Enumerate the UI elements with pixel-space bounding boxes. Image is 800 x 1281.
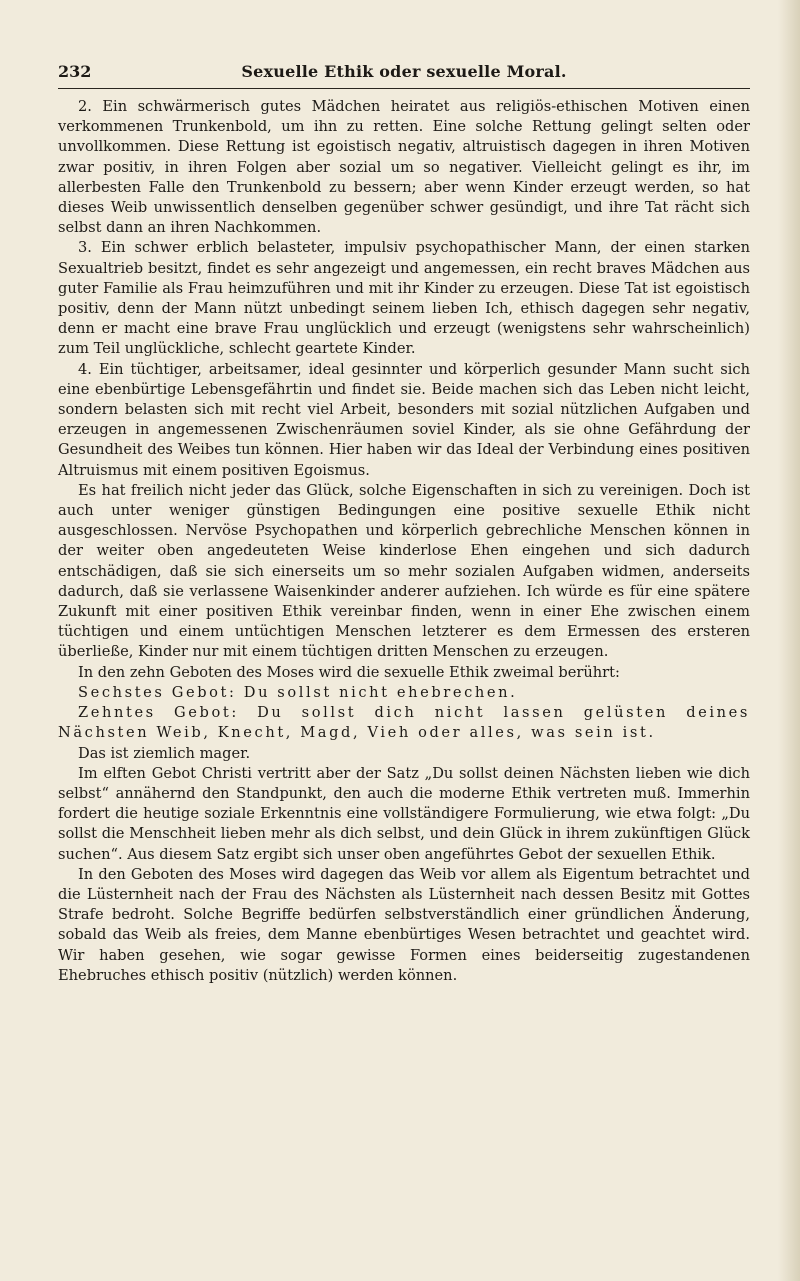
page-header <box>58 58 750 89</box>
book-page <box>58 58 750 1258</box>
paragraph-meager: Das ist ziemlich mager. <box>78 744 251 762</box>
tenth-commandment: Zehntes Gebot: Du sollst dich nicht lassen gelüsten deines Nächsten Weib, Knecht, Magd, Vieh oder alles, was sein ist. <box>58 704 750 742</box>
paragraph-moses-intro: In den zehn Geboten des Moses wird die sexuelle Ethik zweimal berührt: <box>78 663 620 681</box>
paragraph-example-4: 4. Ein tüchtiger, arbeitsamer, ideal gesinnter und körperlich gesunder Mann sucht sich eine ebenbürtige Lebensgefährtin und findet sie. Beide machen sich das Leben nicht leicht, sondern belasten sich mit recht viel Arbeit, besonders mit sozial nützlichen Aufgaben und erzeugen in angemessenen Zwischenräumen soviel Kinder, als sie ohne Gefährdung der Gesundheit des Weibes tun können. Hier haben wir das Ideal der Verbindung eines positiven Altruismus mit einem positiven Egoismus. <box>58 360 750 479</box>
page-body <box>58 97 750 986</box>
page-edge-shadow <box>778 0 800 1281</box>
paragraph-moses-property: In den Geboten des Moses wird dagegen das Weib vor allem als Eigentum betrachtet und die Lüsternheit nach der Frau des Nächsten als Lüsternheit nach dessen Besitz mit Gottes Strafe bedroht. Solche Begriffe bedürfen selbstverständlich einer gründlichen Änderung, sobald das Weib als freies, dem Manne ebenbürtiges Wesen betrachtet und geachtet wird. Wir haben gesehen, wie sogar gewisse Formen eines beiderseitig zugestandenen Ehebruches ethisch positiv (nützlich) werden können. <box>58 865 750 984</box>
paragraph-example-2: 2. Ein schwärmerisch gutes Mädchen heiratet aus religiös-ethischen Motiven einen verkommenen Trunkenbold, um ihn zu retten. Eine solche Rettung gelingt selten oder unvollkommen. Diese Rettung ist egoistisch negativ, altruistisch dagegen in ihren Motiven zwar positiv, in ihren Folgen aber sozial um so negativer. Vielleicht gelingt es ihr, im allerbesten Falle den Trunkenbold zu bessern; aber wenn Kinder erzeugt werden, so hat dieses Weib unwissentlich denselben gegenüber schwer gesündigt, und ihre Tat rächt sich selbst dann an ihren Nachkommen. <box>58 98 750 237</box>
paragraph-example-3: 3. Ein schwer erblich belasteter, impulsiv psychopathischer Mann, der einen starken Sexualtrieb besitzt, findet es sehr angezeigt und angemessen, ein recht braves Mädchen aus guter Familie als Frau heimzuführen und mit ihr Kinder zu erzeugen. Diese Tat ist egoistisch positiv, denn der Mann nützt unbedingt seinem lieben Ich, ethisch dagegen sehr negativ, denn er macht eine brave Frau unglücklich und erzeugt (wenigstens sehr wahrscheinlich) zum Teil unglückliche, schlecht geartete Kinder. <box>58 239 750 358</box>
running-title: Sexuelle Ethik oder sexuelle Moral. <box>241 62 567 81</box>
paragraph-luck: Es hat freilich nicht jeder das Glück, solche Eigenschaften in sich zu vereinigen. Doch ist auch unter weniger günstigen Bedingungen eine positive sexuelle Ethik nicht ausgeschlossen. Nervöse Psychopathen und körperlich gebrechliche Menschen können in der weiter oben angedeuteten Weise kinderlose Ehen eingehen und sich dadurch entschädigen, daß sie sich einerseits um so mehr sozialen Aufgaben widmen, anderseits dadurch, daß sie verlassene Waisenkinder anderer aufziehen. Ich würde es für eine spätere Zukunft mit einer positiven Ethik vereinbar finden, wenn in einer Ehe zwischen einem tüchtigen und einem untüchtigen Menschen letzterer es dem Ermessen des ersteren überließe, Kinder nur mit einem tüchtigen dritten Menschen zu erzeugen. <box>58 481 750 661</box>
page-number: 232 <box>58 62 92 81</box>
paragraph-christ-commandment: Im elften Gebot Christi vertritt aber der Satz „Du sollst deinen Nächsten lieben wie dich selbst“ annähernd den Standpunkt, den auch die moderne Ethik vertreten muß. Immerhin fordert die heutige soziale Erkenntnis eine vollständigere Formulierung, wie etwa folgt: „Du sollst die Menschheit lieben mehr als dich selbst, und dein Glück in ihrem zukünftigen Glück suchen“. Aus diesem Satz ergibt sich unser oben angeführtes Gebot der sexuellen Ethik. <box>58 764 750 863</box>
sixth-commandment: Sechstes Gebot: Du sollst nicht ehebrechen. <box>78 683 518 701</box>
